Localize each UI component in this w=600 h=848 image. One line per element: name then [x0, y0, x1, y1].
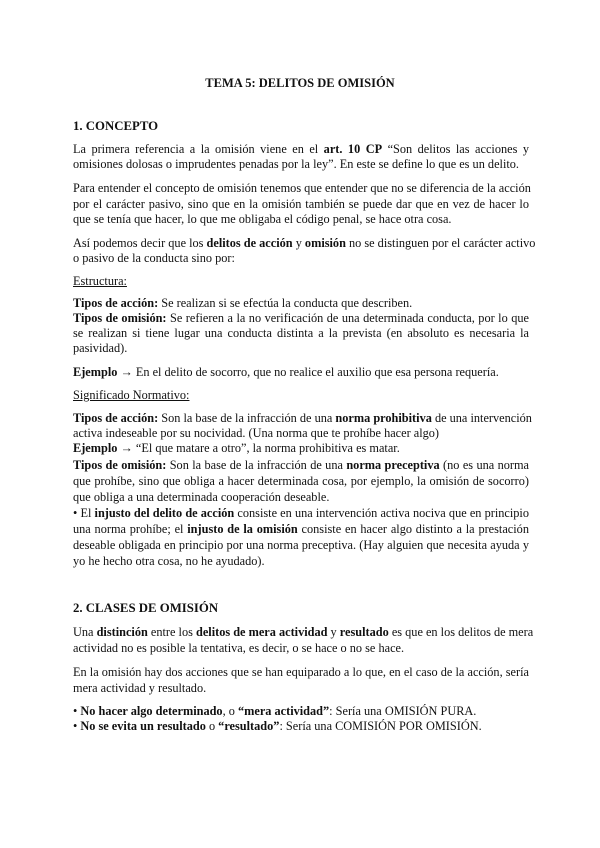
text: La primera referencia a la omisión viene en el	[73, 142, 324, 156]
term-label: Tipos de omisión:	[73, 311, 167, 325]
section-heading-clases: 2. CLASES DE OMISIÓN	[73, 601, 219, 615]
term-label: Tipos de acción:	[73, 411, 159, 425]
subheading-estructura: Estructura:	[73, 274, 127, 288]
text: consiste en una intervención activa nociva que en principio	[234, 506, 529, 520]
paragraph-line: Para entender el concepto de omisión tenemos que entender que no se diferencia de la acción	[73, 181, 531, 195]
bold-term: No se evita un resultado	[80, 719, 206, 733]
significado-ejemplo	[73, 441, 529, 456]
text: entre los	[147, 625, 196, 639]
text: : Sería una OMISIÓN PURA.	[329, 704, 477, 718]
bold-term: “resultado”	[218, 719, 280, 733]
paragraph-line: En la omisión hay dos acciones que se han equiparado a lo que, en el caso de la acción, sería	[73, 665, 529, 679]
bold-term: resultado	[339, 625, 389, 639]
bold-term: norma prohibitiva	[335, 411, 432, 425]
text: de una intervención	[431, 411, 532, 425]
text: o	[205, 719, 219, 733]
text: y	[292, 236, 305, 250]
text: “Son delitos las acciones y	[382, 142, 529, 156]
bullet-marker: •	[73, 719, 81, 733]
paragraph-line	[73, 625, 534, 640]
text: (no es una norma	[439, 458, 529, 472]
bold-term: injusto de la omisión	[187, 522, 298, 536]
subheading-significado-normativo: Significado Normativo:	[73, 388, 190, 402]
bold-term: norma preceptiva	[346, 458, 440, 472]
text: Una	[73, 625, 97, 639]
bold-term: delitos de acción	[206, 236, 293, 250]
term-label: Ejemplo →	[73, 441, 133, 455]
paragraph-line: deseable obligada en principio por una norma preceptiva. (Hay alguien que necesita ayuda y	[73, 538, 529, 552]
term-label: Ejemplo →	[73, 365, 133, 379]
text: , o	[222, 704, 238, 718]
text: “El que matare a otro”, la norma prohibitiva es matar.	[132, 441, 400, 455]
document-title: TEMA 5: DELITOS DE OMISIÓN	[205, 76, 395, 90]
paragraph-line: por el carácter pasivo, sino que en la omisión también se puede dar que en vez de hacer lo	[73, 197, 529, 211]
bullet-comision-por-omision	[73, 719, 529, 734]
text: Son la base de la infracción de una	[158, 411, 336, 425]
paragraph-line: activa indeseable por su nocividad. (Una norma que te prohíbe hacer algo)	[73, 426, 440, 440]
bold-term: injusto del delito de acción	[94, 506, 235, 520]
text: una norma prohíbe; el	[73, 522, 188, 536]
article-reference: art. 10 CP	[323, 142, 383, 156]
text: no se distinguen por el carácter activo	[345, 236, 536, 250]
text: consiste en hacer algo distinto a la prestación	[297, 522, 529, 536]
paragraph-line	[73, 142, 529, 157]
bold-term: “mera actividad”	[237, 704, 330, 718]
paragraph-line	[73, 522, 529, 537]
text: Son la base de la infracción de una	[166, 458, 347, 472]
paragraph-line: omisiones dolosas o imprudentes penadas por la ley”. En este se define lo que es un delito.	[73, 157, 519, 171]
paragraph-line: o pasivo de la conducta sino por:	[73, 251, 235, 265]
bullet-omision-pura	[73, 704, 529, 719]
paragraph-line	[73, 506, 529, 521]
text: Se realizan si se efectúa la conducta que describen.	[158, 296, 413, 310]
section-heading-concepto: 1. CONCEPTO	[73, 119, 159, 133]
paragraph-line: actividad no es posible la tentativa, es decir, o se hace o no se hace.	[73, 641, 405, 655]
estructura-accion	[73, 296, 529, 311]
paragraph-line: que prohíbe, sino que obliga a hacer determinada cosa, por ejemplo, la omisión de socorro)	[73, 474, 529, 488]
paragraph-line	[73, 311, 529, 326]
text: Se refieren a la no verificación de una determinada conducta, por lo que	[166, 311, 529, 325]
paragraph-line: que se tenía que hacer, lo que me obligaba el código penal, se hace otra cosa.	[73, 212, 452, 226]
paragraph-line	[73, 458, 529, 473]
text: Así podemos decir que los	[73, 236, 207, 250]
text: En el delito de socorro, que no realice el auxilio que esa persona requería.	[132, 365, 499, 379]
bold-term: omisión	[304, 236, 346, 250]
bold-term: delitos de mera actividad	[195, 625, 328, 639]
text: y	[327, 625, 340, 639]
paragraph-line	[73, 236, 536, 251]
paragraph-line: se realizan si tiene lugar una conducta distinta a la prevista (en absoluto es necesaria la	[73, 326, 529, 340]
term-label: Tipos de omisión:	[73, 458, 167, 472]
bold-term: No hacer algo determinado	[80, 704, 223, 718]
paragraph-line	[73, 411, 532, 426]
bold-term: distinción	[96, 625, 148, 639]
paragraph-line: pasividad).	[73, 341, 128, 355]
text: es que en los delitos de mera	[388, 625, 534, 639]
bullet-marker: •	[73, 704, 81, 718]
term-label: Tipos de acción:	[73, 296, 159, 310]
paragraph-line: mera actividad y resultado.	[73, 681, 207, 695]
text: : Sería una COMISIÓN POR OMISIÓN.	[279, 719, 482, 733]
paragraph-line: que obliga a una determinada cooperación deseable.	[73, 490, 330, 504]
text: • El	[73, 506, 95, 520]
estructura-ejemplo	[73, 365, 529, 380]
paragraph-line: yo he hecho otra cosa, no he ayudado).	[73, 554, 265, 568]
